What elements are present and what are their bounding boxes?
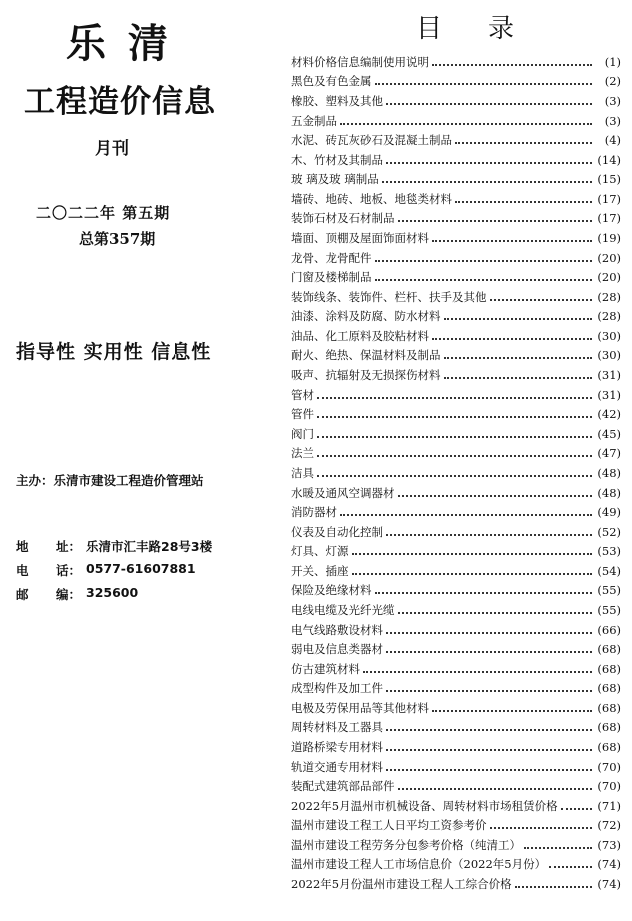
toc-entry-page: (47) — [597, 446, 621, 461]
toc-entry[interactable] — [291, 326, 621, 346]
contact-key: 邮 — [16, 587, 29, 602]
toc-leader-dots — [317, 397, 592, 399]
toc-entry[interactable] — [291, 169, 621, 189]
toc-entry-page: (52) — [597, 524, 621, 539]
toc-entry-page: (68) — [597, 681, 621, 696]
toc-entry[interactable] — [291, 72, 621, 92]
issue-label: 二〇二二年 第五期 — [36, 204, 171, 222]
toc-leader-dots — [432, 64, 592, 66]
toc-entry[interactable] — [291, 776, 621, 796]
toc-entry-page: (70) — [597, 779, 621, 794]
toc-entry-page: (17) — [597, 211, 621, 226]
toc-entry-page: (3) — [604, 113, 621, 128]
toc-entry-page: (71) — [597, 798, 621, 813]
contact-key: 地 — [16, 539, 29, 554]
toc-entry-page: (15) — [597, 172, 621, 187]
toc-leader-dots — [375, 279, 593, 281]
toc-entry[interactable] — [291, 248, 621, 268]
contact-value: 乐清市汇丰路28号3楼 — [86, 539, 213, 554]
toc-entry-title: 油漆、涂料及防腐、防水材料 — [291, 309, 441, 324]
toc-entry-title: 木、竹材及其制品 — [291, 152, 383, 167]
toc-entry-title: 龙骨、龙骨配件 — [291, 250, 372, 265]
toc-entry-page: (42) — [597, 407, 621, 422]
toc-leader-dots — [382, 181, 592, 183]
toc-entry[interactable] — [291, 130, 621, 150]
toc-leader-dots — [549, 866, 592, 868]
toc-entry-page: (66) — [597, 622, 621, 637]
toc-entry-title: 黑色及有色金属 — [291, 74, 372, 89]
toc-entry[interactable] — [291, 150, 621, 170]
toc-entry-page: (48) — [597, 485, 621, 500]
toc-entry-page: (55) — [597, 602, 621, 617]
toc-entry-title: 仿古建筑材料 — [291, 661, 360, 676]
toc-entry[interactable] — [291, 796, 621, 816]
toc-entry-title: 材料价格信息编制使用说明 — [291, 54, 429, 69]
toc-entry-page: (30) — [597, 328, 621, 343]
magazine-title: 工程造价信息 — [24, 84, 216, 120]
toc-entry-title: 成型构件及加工件 — [291, 681, 383, 696]
toc-entry[interactable] — [291, 111, 621, 131]
toc-entry[interactable] — [291, 639, 621, 659]
toc-entry-page: (3) — [604, 93, 621, 108]
toc-entry-title: 弱电及信息类器材 — [291, 642, 383, 657]
toc-entry-title: 2022年5月温州市机械设备、周转材料市场租赁价格 — [291, 798, 558, 813]
toc-entry[interactable] — [291, 228, 621, 248]
toc-entry-page: (68) — [597, 642, 621, 657]
toc-leader-dots — [455, 142, 592, 144]
toc-entry[interactable] — [291, 522, 621, 542]
toc-entry[interactable] — [291, 541, 621, 561]
toc-leader-dots — [386, 749, 592, 751]
toc-entry-page: (31) — [597, 387, 621, 402]
toc-entry-title: 阀门 — [291, 426, 314, 441]
toc-entry-title: 温州市建设工程工人日平均工资参考价 — [291, 818, 487, 833]
toc-leader-dots — [490, 299, 593, 301]
toc-entry-title: 2022年5月份温州市建设工程人工综合价格 — [291, 877, 512, 892]
toc-leader-dots — [386, 632, 592, 634]
toc-entry-page: (28) — [597, 309, 621, 324]
toc-leader-dots — [432, 710, 592, 712]
toc-entry-title: 装饰线条、装饰件、栏杆、扶手及其他 — [291, 289, 487, 304]
toc-leader-dots — [444, 377, 593, 379]
toc-entry-page: (68) — [597, 720, 621, 735]
toc-entry-title: 装饰石材及石材制品 — [291, 211, 395, 226]
contact-key-suffix: 编： — [56, 587, 82, 602]
toc-entry-page: (68) — [597, 740, 621, 755]
toc-entry[interactable] — [291, 718, 621, 738]
toc-entry-page: (28) — [597, 289, 621, 304]
toc-entry[interactable] — [291, 365, 621, 385]
toc-entry-page: (54) — [597, 563, 621, 578]
toc-entry-title: 水泥、砖瓦灰砂石及混凝土制品 — [291, 133, 452, 148]
toc-entry[interactable] — [291, 757, 621, 777]
toc-leader-dots — [340, 123, 592, 125]
toc-leader-dots — [398, 495, 593, 497]
toc-entry-page: (74) — [597, 877, 621, 892]
toc-leader-dots — [317, 455, 592, 457]
toc-entry-page: (17) — [597, 191, 621, 206]
toc-entry[interactable] — [291, 444, 621, 464]
toc-leader-dots — [524, 847, 592, 849]
toc-entry-title: 法兰 — [291, 446, 314, 461]
toc-entry-title: 水暖及通风空调器材 — [291, 485, 395, 500]
frequency-label: 月刊 — [95, 139, 129, 159]
toc-entry-page: (19) — [597, 230, 621, 245]
toc-leader-dots — [561, 808, 592, 810]
toc-entry-page: (20) — [597, 250, 621, 265]
toc-entry-title: 洁具 — [291, 465, 314, 480]
toc-entry[interactable] — [291, 463, 621, 483]
toc-entry-title: 周转材料及工器具 — [291, 720, 383, 735]
toc-leader-dots — [386, 651, 592, 653]
toc-list — [291, 52, 621, 894]
toc-entry-title: 管件 — [291, 407, 314, 422]
toc-entry-title: 墙面、顶棚及屋面饰面材料 — [291, 230, 429, 245]
toc-entry-title: 电线电缆及光纤光缆 — [291, 602, 395, 617]
toc-entry-page: (14) — [597, 152, 621, 167]
toc-leader-dots — [363, 671, 592, 673]
toc-leader-dots — [490, 827, 593, 829]
toc-entry-page: (48) — [597, 465, 621, 480]
toc-entry[interactable] — [291, 189, 621, 209]
toc-entry[interactable] — [291, 600, 621, 620]
toc-leader-dots — [398, 612, 593, 614]
toc-entry-title: 管材 — [291, 387, 314, 402]
toc-entry-title: 耐火、绝热、保温材料及制品 — [291, 348, 441, 363]
toc-leader-dots — [398, 788, 593, 790]
contact-value: 0577-61607881 — [86, 561, 196, 576]
toc-entry-page: (72) — [597, 818, 621, 833]
toc-entry-title: 道路桥梁专用材料 — [291, 740, 383, 755]
toc-leader-dots — [386, 103, 592, 105]
contact-value: 325600 — [86, 585, 139, 600]
toc-leader-dots — [352, 553, 593, 555]
contact-key: 电 — [16, 563, 29, 578]
contact-key-suffix: 话： — [56, 563, 82, 578]
toc-entry-title: 橡胶、塑料及其他 — [291, 93, 383, 108]
toc-entry-title: 墙砖、地砖、地板、地毯类材料 — [291, 191, 452, 206]
toc-leader-dots — [444, 357, 593, 359]
toc-entry[interactable] — [291, 561, 621, 581]
toc-leader-dots — [432, 338, 592, 340]
toc-entry-page: (4) — [604, 133, 621, 148]
toc-entry-page: (68) — [597, 700, 621, 715]
total-issue-label: 总第357期 — [79, 230, 156, 248]
toc-entry-page: (45) — [597, 426, 621, 441]
toc-entry[interactable] — [291, 483, 621, 503]
toc-leader-dots — [386, 729, 592, 731]
toc-entry-page: (70) — [597, 759, 621, 774]
toc-entry-title: 开关、插座 — [291, 563, 349, 578]
toc-entry-title: 轨道交通专用材料 — [291, 759, 383, 774]
toc-entry-title: 仪表及自动化控制 — [291, 524, 383, 539]
toc-leader-dots — [386, 769, 592, 771]
toc-entry[interactable] — [291, 346, 621, 366]
toc-leader-dots — [340, 514, 592, 516]
toc-entry-title: 保险及绝缘材料 — [291, 583, 372, 598]
toc-entry[interactable] — [291, 209, 621, 229]
toc-entry-title: 装配式建筑部品部件 — [291, 779, 395, 794]
toc-leader-dots — [375, 83, 593, 85]
toc-leader-dots — [444, 318, 593, 320]
toc-entry[interactable] — [291, 91, 621, 111]
toc-leader-dots — [386, 690, 592, 692]
toc-entry-title: 温州市建设工程人工市场信息价（2022年5月份） — [291, 857, 547, 872]
toc-entry-title: 门窗及楼梯制品 — [291, 270, 372, 285]
organizer: 主办：乐清市建设工程造价管理站 — [16, 473, 204, 488]
toc-entry-title: 电极及劳保用品等其他材料 — [291, 700, 429, 715]
toc-entry[interactable] — [291, 737, 621, 757]
toc-entry-page: (73) — [597, 837, 621, 852]
toc-entry[interactable] — [291, 581, 621, 601]
toc-entry-page: (2) — [604, 74, 621, 89]
toc-entry[interactable] — [291, 424, 621, 444]
toc-leader-dots — [317, 475, 592, 477]
toc-title: 目录 — [416, 14, 561, 44]
toc-entry[interactable] — [291, 659, 621, 679]
city-name: 乐清 — [66, 21, 190, 67]
toc-entry-title: 五金制品 — [291, 113, 337, 128]
toc-entry[interactable] — [291, 620, 621, 640]
toc-entry-title: 消防器材 — [291, 505, 337, 520]
toc-entry[interactable] — [291, 267, 621, 287]
contact-key-suffix: 址： — [56, 539, 82, 554]
toc-entry[interactable] — [291, 816, 621, 836]
toc-entry-title: 电气线路敷设材料 — [291, 622, 383, 637]
toc-entry-page: (20) — [597, 270, 621, 285]
toc-entry[interactable] — [291, 835, 621, 855]
toc-entry[interactable] — [291, 502, 621, 522]
toc-leader-dots — [386, 534, 592, 536]
toc-entry-page: (31) — [597, 368, 621, 383]
toc-entry-page: (68) — [597, 661, 621, 676]
toc-leader-dots — [375, 592, 593, 594]
toc-entry-page: (49) — [597, 505, 621, 520]
toc-entry-title: 吸声、抗辐射及无损探伤材料 — [291, 368, 441, 383]
toc-entry-title: 玻 璃及玻 璃制品 — [291, 172, 379, 187]
toc-entry[interactable] — [291, 307, 621, 327]
toc-entry-page: (1) — [604, 54, 621, 69]
toc-leader-dots — [317, 416, 592, 418]
toc-leader-dots — [386, 162, 592, 164]
toc-entry-title: 温州市建设工程劳务分包参考价格（纯清工） — [291, 837, 521, 852]
toc-entry-title: 灯具、灯源 — [291, 544, 349, 559]
cover-panel — [0, 0, 268, 921]
toc-leader-dots — [432, 240, 592, 242]
toc-entry-page: (74) — [597, 857, 621, 872]
toc-entry-title: 油品、化工原料及胶粘材料 — [291, 328, 429, 343]
toc-entry[interactable] — [291, 874, 621, 894]
toc-entry-page: (30) — [597, 348, 621, 363]
toc-leader-dots — [375, 260, 593, 262]
toc-entry[interactable] — [291, 404, 621, 424]
toc-entry[interactable] — [291, 679, 621, 699]
toc-entry[interactable] — [291, 385, 621, 405]
toc-leader-dots — [352, 573, 593, 575]
toc-entry[interactable] — [291, 855, 621, 875]
toc-leader-dots — [398, 220, 593, 222]
toc-leader-dots — [455, 201, 592, 203]
toc-entry[interactable] — [291, 287, 621, 307]
toc-entry-page: (53) — [597, 544, 621, 559]
toc-entry[interactable] — [291, 52, 621, 72]
toc-entry[interactable] — [291, 698, 621, 718]
toc-leader-dots — [515, 886, 592, 888]
toc-entry-page: (55) — [597, 583, 621, 598]
slogan: 指导性 实用性 信息性 — [16, 341, 212, 363]
toc-leader-dots — [317, 436, 592, 438]
